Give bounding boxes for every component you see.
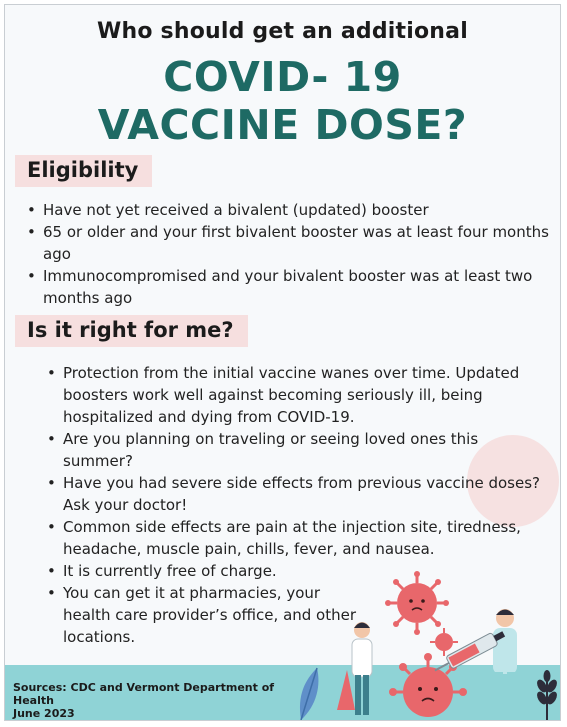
list-item: • Common side effects are pain at the injection site, tiredness, headache, muscle pain, chills, fever, and nausea. (45, 516, 550, 560)
sources-line-2: Health (13, 694, 54, 707)
list-item: • It is currently free of charge. (45, 560, 550, 582)
title-line-2: VACCINE DOSE? (97, 101, 468, 149)
wheat-icon (535, 670, 559, 720)
list-item: • Protection from the initial vaccine wanes over time. Updated boosters work well against becoming seriously ill, being hospitalized and dying from COVID-19. (45, 362, 550, 428)
list-item: • Have not yet received a bivalent (updated) booster (25, 199, 550, 221)
nurse-figure (337, 622, 372, 715)
vaccine-illustration (295, 570, 561, 721)
date: June 2023 (13, 707, 75, 720)
eligibility-heading: Eligibility (15, 155, 152, 187)
sources-note (13, 681, 283, 720)
list-item: • Immunocompromised and your bivalent booster was at least two months ago (25, 265, 550, 309)
list-item: • Have you had severe side effects from previous vaccine doses? Ask your doctor! (45, 472, 550, 516)
title-line-1: COVID- 19 (163, 53, 402, 101)
virus-icon (430, 628, 458, 656)
list-item: • 65 or older and your first bivalent booster was at least four months ago (25, 221, 550, 265)
virus-icon (385, 571, 449, 635)
subtitle: Who should get an additional (97, 19, 468, 44)
eligibility-list (25, 199, 550, 309)
list-item: • You can get it at pharmacies, your health care provider’s office, and other locations. (45, 582, 363, 648)
leaf-icon (300, 668, 318, 720)
right-for-me-heading: Is it right for me? (15, 315, 248, 347)
doctor-figure (493, 609, 517, 717)
poster (4, 4, 561, 721)
list-item: • Are you planning on traveling or seeing loved ones this summer? (45, 428, 550, 472)
sources-line-1: Sources: CDC and Vermont Department of (13, 681, 275, 694)
